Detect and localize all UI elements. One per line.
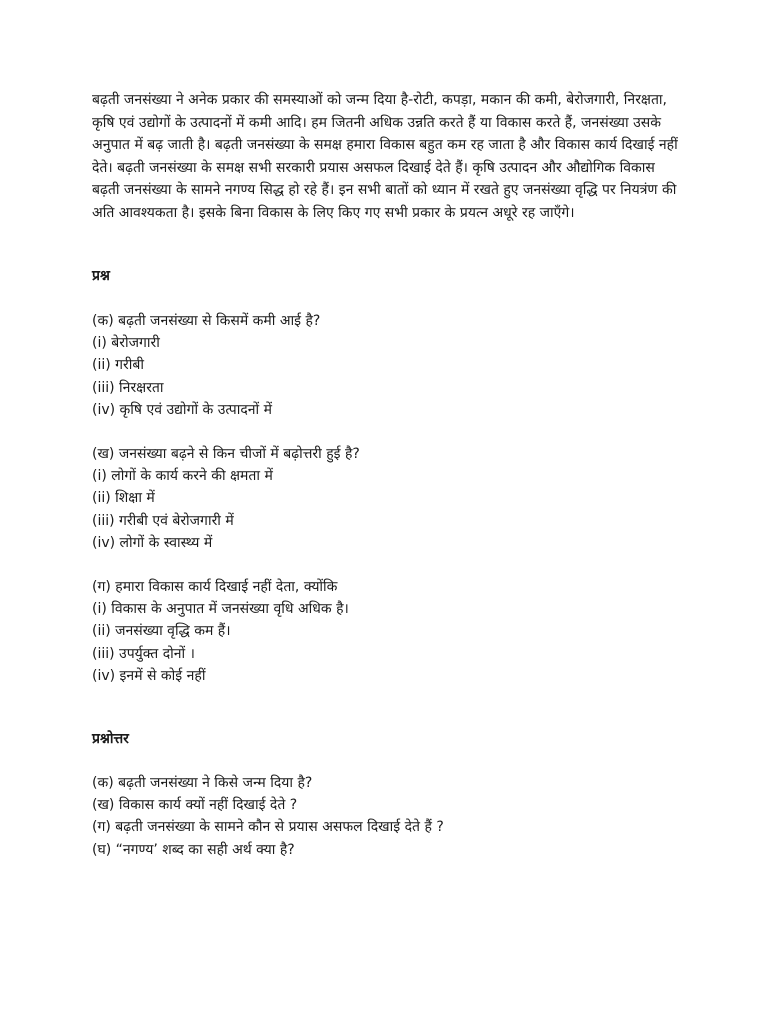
qa-list bbox=[92, 772, 692, 861]
qa-question: (ख) विकास कार्य क्यों नहीं दिखाई देते ? bbox=[92, 797, 298, 814]
qa-heading: प्रश्नोत्तर bbox=[92, 731, 129, 747]
passage-paragraph: बढ़ती जनसंख्या ने अनेक प्रकार की समस्याओं को जन्म दिया है-रोटी, कपड़ा, मकान की कमी, बेरोजगारी, निरक्षता, कृषि एवं उद्योगों के उत्पादनों में कमी आदि। हम जितनी अधिक उन्नति करते हैं या विकास करते हैं, जनसंख्या उसके अनुपात में बढ़ जाती है। बढ़ती जनसंख्या के समक्ष हमारा विकास बहुत कम रह जाता है और विकास कार्य दिखाई नहीं देते। बढ़ती जनसंख्या के समक्ष सभी सरकारी प्रयास असफल दिखाई देते हैं। कृषि उत्पादन और औद्योगिक विकास बढ़ती जनसंख्या के सामने नगण्य सिद्ध हो रहे हैं। इन सभी बातों को ध्यान में रखते हुए जनसंख्या वृद्धि पर नियत्रंण की अति आवश्यकता है। इसके बिना विकास के लिए किए गए सभी प्रकार के प्रयत्न अधूरे रह जाएँगे। bbox=[92, 92, 678, 221]
question-text: (ख) जनसंख्या बढ़ने से किन चीजों में बढ़ोत्तरी हुई है? bbox=[92, 446, 360, 462]
qa-question: (घ) “नगण्य’ शब्द का सही अर्थ क्या है? bbox=[92, 841, 295, 858]
qa-question: (ग) बढ़ती जनसंख्या के सामने कौन से प्रयास असफल दिखाई देते हैं ? bbox=[92, 819, 444, 836]
option-text: (i) विकास के अनुपात में जनसंख्या वृधि अधिक है। bbox=[92, 601, 349, 618]
mcq-heading: प्रश्न bbox=[92, 268, 110, 284]
option-text: (ii) गरीबी bbox=[92, 357, 145, 374]
option-text: (iv) इनमें से कोई नहीं bbox=[92, 667, 206, 684]
question-text: (ग) हमारा विकास कार्य दिखाई नहीं देता, क्योंकि bbox=[92, 579, 338, 595]
option-text: (iii) गरीबी एवं बेरोजगारी में bbox=[92, 512, 234, 529]
option-text: (iv) लोगों के स्वास्थ्य में bbox=[92, 534, 213, 551]
question-block-3 bbox=[92, 576, 692, 687]
option-text: (iv) कृषि एवं उद्योगों के उत्पादनों में bbox=[92, 401, 272, 418]
qa-question: (क) बढ़ती जनसंख्या ने किसे जन्म दिया है? bbox=[92, 775, 313, 791]
option-text: (i) बेरोजगारी bbox=[92, 335, 160, 352]
question-block-1 bbox=[92, 310, 692, 421]
option-text: (iii) उपर्युक्त दोनों । bbox=[92, 645, 195, 662]
option-text: (ii) जनसंख्या वृद्धि कम हैं। bbox=[92, 623, 231, 640]
option-text: (iii) निरक्षरता bbox=[92, 379, 164, 396]
option-text: (i) लोगों के कार्य करने की क्षमता में bbox=[92, 468, 273, 485]
question-block-2 bbox=[92, 443, 692, 554]
question-text: (क) बढ़ती जनसंख्या से किसमें कमी आई है? bbox=[92, 313, 321, 329]
option-text: (ii) शिक्षा में bbox=[92, 490, 155, 507]
